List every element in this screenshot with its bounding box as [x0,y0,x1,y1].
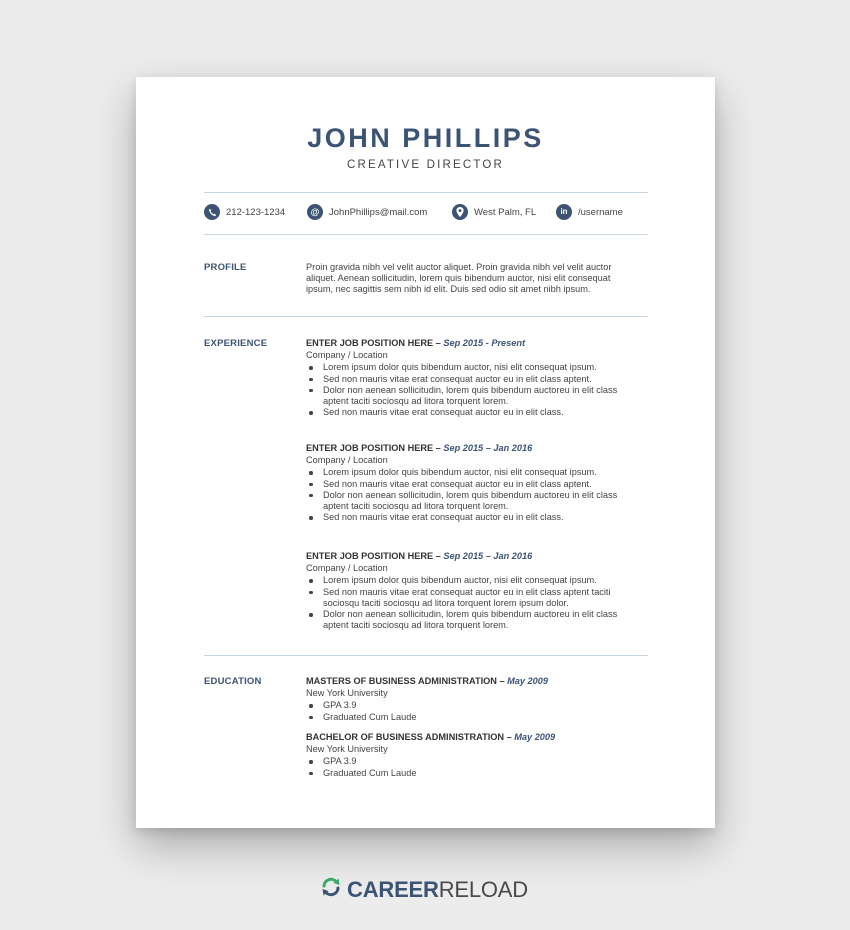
job-date: Sep 2015 – Jan 2016 [443,551,533,561]
job-company: Company / Location [306,350,388,361]
degree-bullets [306,756,646,778]
contact-bar [204,204,648,222]
list-item: Dolor non aenean sollicitudin, lorem quis bibendum auctoreu in elit class aptent taciti sociosqu ad litora torquent lorem. [306,490,636,512]
degree-bullets [306,700,646,722]
list-item: Sed non mauris vitae erat consequat auctor eu in elit class aptent taciti sociosqu taciti sociosqu ad litora torquent lorem ipsum dolor. [306,587,636,609]
profile-text: Proin gravida nibh vel velit auctor aliquet. Proin gravida nibh vel velit auctor aliquet. Aenean sollicitudin, lorem quis bibendum auctor, nisi elit consequat ipsum, nec sagittis sem nibh id elit. Duis sed odio sit amet nibh ipsum. [306,262,612,295]
contact-location [452,204,536,220]
contact-linkedin [556,204,623,220]
education-list [306,676,646,786]
at-icon: @ [307,204,323,220]
contact-location-text: West Palm, FL [474,206,537,218]
job-position: ENTER JOB POSITION HERE – [306,338,444,348]
resume-title: CREATIVE DIRECTOR [346,159,505,171]
brand-name-part1: CAREER [347,877,439,902]
education-entry [306,676,646,723]
brand-logo [320,876,528,904]
contact-linkedin-text: /username [578,206,623,218]
list-item: Lorem ipsum dolor quis bibendum auctor, nisi elit consequat ipsum. [306,467,636,478]
list-item: Lorem ipsum dolor quis bibendum auctor, nisi elit consequat ipsum. [306,575,636,586]
list-item: Graduated Cum Laude [306,712,646,723]
job-date: Sep 2015 - Present [443,338,526,348]
linkedin-icon: in [556,204,572,220]
job-date: Sep 2015 – Jan 2016 [443,443,533,453]
contact-phone-text: 212-123-1234 [226,206,286,218]
contact-email [307,204,427,220]
job-bullets [306,575,636,631]
refresh-arrows-icon [320,876,342,904]
degree-date: May 2009 [507,676,548,686]
degree-title: MASTERS OF BUSINESS ADMINISTRATION – [306,676,508,686]
school-name: New York University [306,688,388,699]
education-entry [306,732,646,779]
job-bullets [306,467,636,523]
divider [204,234,648,235]
divider [204,655,648,656]
list-item: GPA 3.9 [306,756,646,767]
resume-name: JOHN PHILLIPS [307,123,544,153]
list-item: Lorem ipsum dolor quis bibendum auctor, nisi elit consequat ipsum. [306,362,636,373]
job-entry [306,443,636,523]
list-item: Dolor non aenean sollicitudin, lorem quis bibendum auctoreu in elit class aptent taciti sociosqu ad litora torquent lorem. [306,385,636,407]
contact-email-text: JohnPhillips@mail.com [329,206,428,218]
list-item: Sed non mauris vitae erat consequat auctor eu in elit class aptent. [306,374,636,385]
job-entry [306,338,636,418]
divider [204,316,648,317]
list-item: Sed non mauris vitae erat consequat auctor eu in elit class aptent. [306,479,636,490]
divider [204,192,648,193]
list-item: Graduated Cum Laude [306,768,646,779]
job-position: ENTER JOB POSITION HERE – [306,551,444,561]
section-label-education: EDUCATION [204,676,262,687]
job-company: Company / Location [306,455,388,466]
job-position: ENTER JOB POSITION HERE – [306,443,444,453]
brand-name-part2: RELOAD [438,877,528,902]
degree-title: BACHELOR OF BUSINESS ADMINISTRATION – [306,732,515,742]
degree-date: May 2009 [514,732,556,742]
section-label-profile: PROFILE [204,262,247,273]
contact-phone [204,204,285,220]
school-name: New York University [306,744,388,755]
list-item: Sed non mauris vitae erat consequat auctor eu in elit class. [306,407,636,418]
phone-icon [204,204,220,220]
experience-list [306,338,636,638]
list-item: Dolor non aenean sollicitudin, lorem quis bibendum auctoreu in elit class aptent taciti sociosqu ad litora torquent lorem. [306,609,636,631]
location-pin-icon [452,204,468,220]
job-entry [306,551,636,631]
job-bullets [306,362,636,418]
section-label-experience: EXPERIENCE [204,338,268,349]
list-item: GPA 3.9 [306,700,646,711]
list-item: Sed non mauris vitae erat consequat auctor eu in elit class. [306,512,636,523]
job-company: Company / Location [306,563,388,574]
resume-page [136,77,715,828]
